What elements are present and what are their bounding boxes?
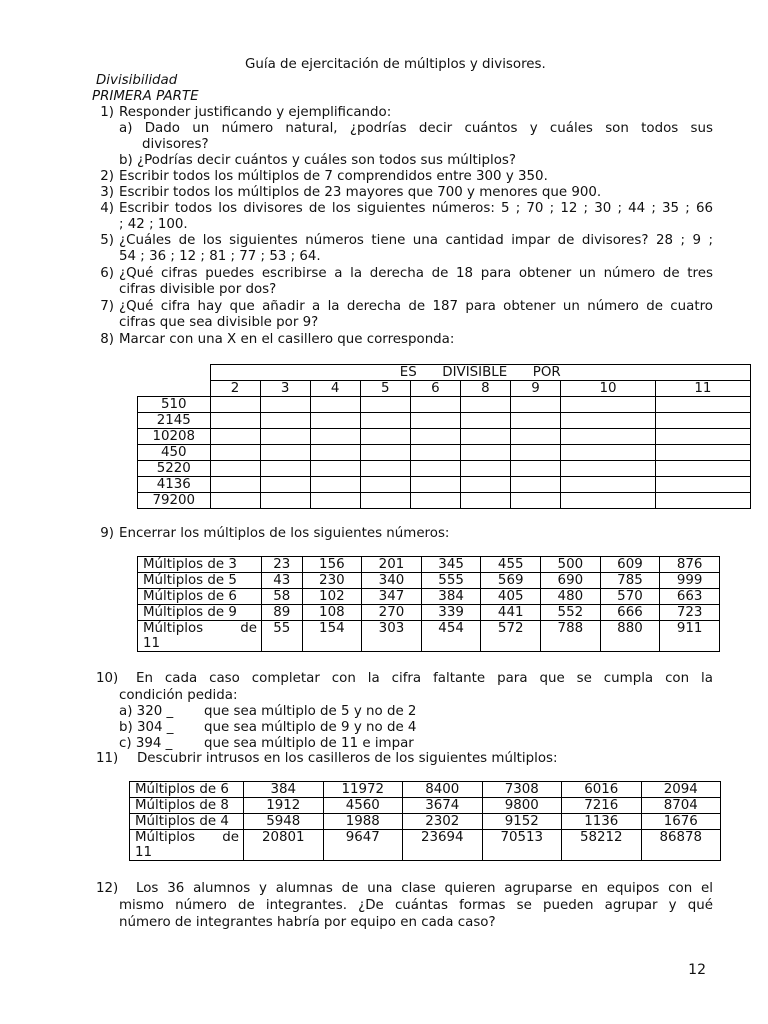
number-cell: 10208 <box>138 429 211 445</box>
value-cell: 454 <box>421 621 481 652</box>
value-cell: 4560 <box>323 798 403 814</box>
value-cell: 441 <box>481 605 541 621</box>
value-cell: 663 <box>660 589 720 605</box>
item-text: que sea múltiplo de 9 y no de 4 <box>204 720 417 735</box>
number-cell: 510 <box>138 397 211 413</box>
value-cell: 154 <box>302 621 362 652</box>
value-cell: 999 <box>660 573 720 589</box>
divisor-cell: 11 <box>655 381 750 397</box>
table-row <box>130 814 721 830</box>
row-label: Múltiplos de 5 <box>138 573 262 589</box>
item-text: mismo número de integrantes. ¿De cuántas formas se pueden agrupar y qué <box>119 898 713 913</box>
item-label: c) 394 _ <box>119 736 173 751</box>
value-cell: 58 <box>262 589 303 605</box>
item-number: 9) <box>100 526 114 541</box>
value-cell: 500 <box>541 557 601 573</box>
table-row <box>138 461 751 477</box>
value-cell: 3674 <box>403 798 483 814</box>
multiples-table-9 <box>137 556 720 652</box>
value-cell: 9800 <box>482 798 562 814</box>
divisor-cell: 10 <box>561 381 656 397</box>
item-label: b) 304 _ <box>119 720 174 735</box>
divisibility-table <box>137 364 751 509</box>
number-cell: 4136 <box>138 477 211 493</box>
value-cell: 8400 <box>403 782 483 798</box>
table-row <box>138 557 720 573</box>
value-cell: 230 <box>302 573 362 589</box>
row-label-part: 11 <box>135 845 153 860</box>
item-text: Escribir todos los múltiplos de 7 comprendidos entre 300 y 350. <box>119 169 548 184</box>
row-label-part: Múltiplos <box>135 830 196 845</box>
value-cell: 9152 <box>482 814 562 830</box>
item-text: Los 36 alumnos y alumnas de una clase quieren agruparse en equipos con el <box>136 881 713 896</box>
value-cell: 58212 <box>562 830 642 861</box>
value-cell: 690 <box>541 573 601 589</box>
value-cell: 201 <box>362 557 422 573</box>
value-cell: 666 <box>600 605 660 621</box>
value-cell: 347 <box>362 589 422 605</box>
value-cell: 8704 <box>641 798 721 814</box>
item-text: b) ¿Podrías decir cuántos y cuáles son todos sus múltiplos? <box>119 153 516 168</box>
value-cell: 7308 <box>482 782 562 798</box>
number-cell: 450 <box>138 445 211 461</box>
value-cell: 345 <box>421 557 481 573</box>
row-label: Múltiplos de 3 <box>138 557 262 573</box>
item-text: cifras divisible por dos? <box>119 282 277 297</box>
value-cell: 1136 <box>562 814 642 830</box>
value-cell: 788 <box>541 621 601 652</box>
table-row <box>138 445 751 461</box>
value-cell: 569 <box>481 573 541 589</box>
value-cell: 303 <box>362 621 422 652</box>
divisor-cell: 8 <box>460 381 510 397</box>
row-label-part: de <box>240 621 257 636</box>
divisor-cell: 5 <box>360 381 410 397</box>
value-cell: 2302 <box>403 814 483 830</box>
item-text: Marcar con una X en el casillero que corresponda: <box>119 332 455 347</box>
item-number: 8) <box>100 332 114 347</box>
page-title: Guía de ejercitación de múltiplos y divisores. <box>245 57 546 72</box>
item-text: cifras que sea divisible por 9? <box>119 315 319 330</box>
divisor-cell: 9 <box>510 381 560 397</box>
value-cell: 23 <box>262 557 303 573</box>
row-label-part: de <box>222 830 239 845</box>
value-cell: 5948 <box>244 814 324 830</box>
value-cell: 11972 <box>323 782 403 798</box>
value-cell: 340 <box>362 573 422 589</box>
page-number: 12 <box>688 962 706 978</box>
row-label: Múltiplos de 8 <box>130 798 244 814</box>
section-heading: Divisibilidad <box>96 73 178 88</box>
value-cell: 785 <box>600 573 660 589</box>
item-number: 3) <box>100 185 114 200</box>
item-text: Escribir todos los divisores de los siguientes números: 5 ; 70 ; 12 ; 30 ; 44 ; 35 ; 66 <box>119 201 713 216</box>
item-text: divisores? <box>142 137 209 152</box>
table-header: ES DIVISIBLE POR <box>210 365 751 381</box>
value-cell: 6016 <box>562 782 642 798</box>
table-row <box>138 621 720 652</box>
item-text: Escribir todos los múltiplos de 23 mayores que 700 y menores que 900. <box>119 185 602 200</box>
item-text: número de integrantes habría por equipo en cada caso? <box>119 915 496 930</box>
value-cell: 156 <box>302 557 362 573</box>
value-cell: 108 <box>302 605 362 621</box>
item-number: 5) <box>100 233 114 248</box>
table-row <box>130 798 721 814</box>
value-cell: 20801 <box>244 830 324 861</box>
table-row <box>138 429 751 445</box>
value-cell: 880 <box>600 621 660 652</box>
number-cell: 2145 <box>138 413 211 429</box>
value-cell: 7216 <box>562 798 642 814</box>
item-text: ¿Qué cifra hay que añadir a la derecha de 187 para obtener un número de cuatro <box>119 299 713 314</box>
value-cell: 55 <box>262 621 303 652</box>
value-cell: 572 <box>481 621 541 652</box>
value-cell: 9647 <box>323 830 403 861</box>
table-row <box>138 397 751 413</box>
row-label-part: 11 <box>143 636 161 651</box>
value-cell: 70513 <box>482 830 562 861</box>
row-label <box>130 830 244 861</box>
row-label: Múltiplos de 6 <box>130 782 244 798</box>
item-number: 6) <box>100 266 114 281</box>
number-cell: 5220 <box>138 461 211 477</box>
table-row <box>130 782 721 798</box>
item-text: Encerrar los múltiplos de los siguientes números: <box>119 526 450 541</box>
value-cell: 89 <box>262 605 303 621</box>
row-label <box>138 621 262 652</box>
item-label: a) 320 _ <box>119 704 174 719</box>
value-cell: 2094 <box>641 782 721 798</box>
value-cell: 339 <box>421 605 481 621</box>
divisor-cell: 6 <box>410 381 460 397</box>
item-text: que sea múltiplo de 11 e impar <box>204 736 414 751</box>
value-cell: 270 <box>362 605 422 621</box>
item-text: En cada caso completar con la cifra faltante para que se cumpla con la <box>136 671 713 686</box>
value-cell: 723 <box>660 605 720 621</box>
number-cell: 79200 <box>138 493 211 509</box>
table-row <box>138 493 751 509</box>
value-cell: 609 <box>600 557 660 573</box>
item-text: ¿Qué cifras puedes escribirse a la derecha de 18 para obtener un número de tres <box>119 266 713 281</box>
table-row <box>138 573 720 589</box>
item-text: ¿Cuáles de los siguientes números tiene una cantidad impar de divisores? 28 ; 9 ; <box>119 233 713 248</box>
row-label-part: Múltiplos <box>143 621 204 636</box>
table-row <box>138 477 751 493</box>
divisor-cell: 2 <box>210 381 260 397</box>
row-label: Múltiplos de 9 <box>138 605 262 621</box>
table-row <box>130 830 721 861</box>
table-row <box>138 589 720 605</box>
value-cell: 43 <box>262 573 303 589</box>
item-number: 11) <box>96 751 119 766</box>
table-row <box>138 605 720 621</box>
item-text: Responder justificando y ejemplificando: <box>119 105 392 120</box>
item-number: 12) <box>96 881 119 896</box>
table-row <box>138 413 751 429</box>
row-label: Múltiplos de 6 <box>138 589 262 605</box>
value-cell: 384 <box>244 782 324 798</box>
item-number: 1) <box>100 105 114 120</box>
divisor-cell: 3 <box>260 381 310 397</box>
part-heading: PRIMERA PARTE <box>92 89 199 104</box>
value-cell: 102 <box>302 589 362 605</box>
intruders-table <box>129 781 721 861</box>
item-number: 2) <box>100 169 114 184</box>
value-cell: 405 <box>481 589 541 605</box>
value-cell: 23694 <box>403 830 483 861</box>
item-text: 54 ; 36 ; 12 ; 81 ; 77 ; 53 ; 64. <box>119 249 321 264</box>
value-cell: 480 <box>541 589 601 605</box>
item-text: a) Dado un número natural, ¿podrías decir cuántos y cuáles son todos sus <box>119 121 713 136</box>
item-text: condición pedida: <box>119 688 238 703</box>
item-text: ; 42 ; 100. <box>119 217 188 232</box>
value-cell: 876 <box>660 557 720 573</box>
value-cell: 384 <box>421 589 481 605</box>
divisor-cell: 4 <box>310 381 360 397</box>
value-cell: 570 <box>600 589 660 605</box>
value-cell: 86878 <box>641 830 721 861</box>
row-label: Múltiplos de 4 <box>130 814 244 830</box>
value-cell: 1676 <box>641 814 721 830</box>
value-cell: 911 <box>660 621 720 652</box>
item-number: 7) <box>100 299 114 314</box>
item-text: que sea múltiplo de 5 y no de 2 <box>204 704 417 719</box>
value-cell: 1912 <box>244 798 324 814</box>
value-cell: 455 <box>481 557 541 573</box>
value-cell: 552 <box>541 605 601 621</box>
item-number: 4) <box>100 201 114 216</box>
item-text: Descubrir intrusos en los casilleros de los siguientes múltiplos: <box>137 751 558 766</box>
value-cell: 555 <box>421 573 481 589</box>
item-number: 10) <box>96 671 119 686</box>
value-cell: 1988 <box>323 814 403 830</box>
